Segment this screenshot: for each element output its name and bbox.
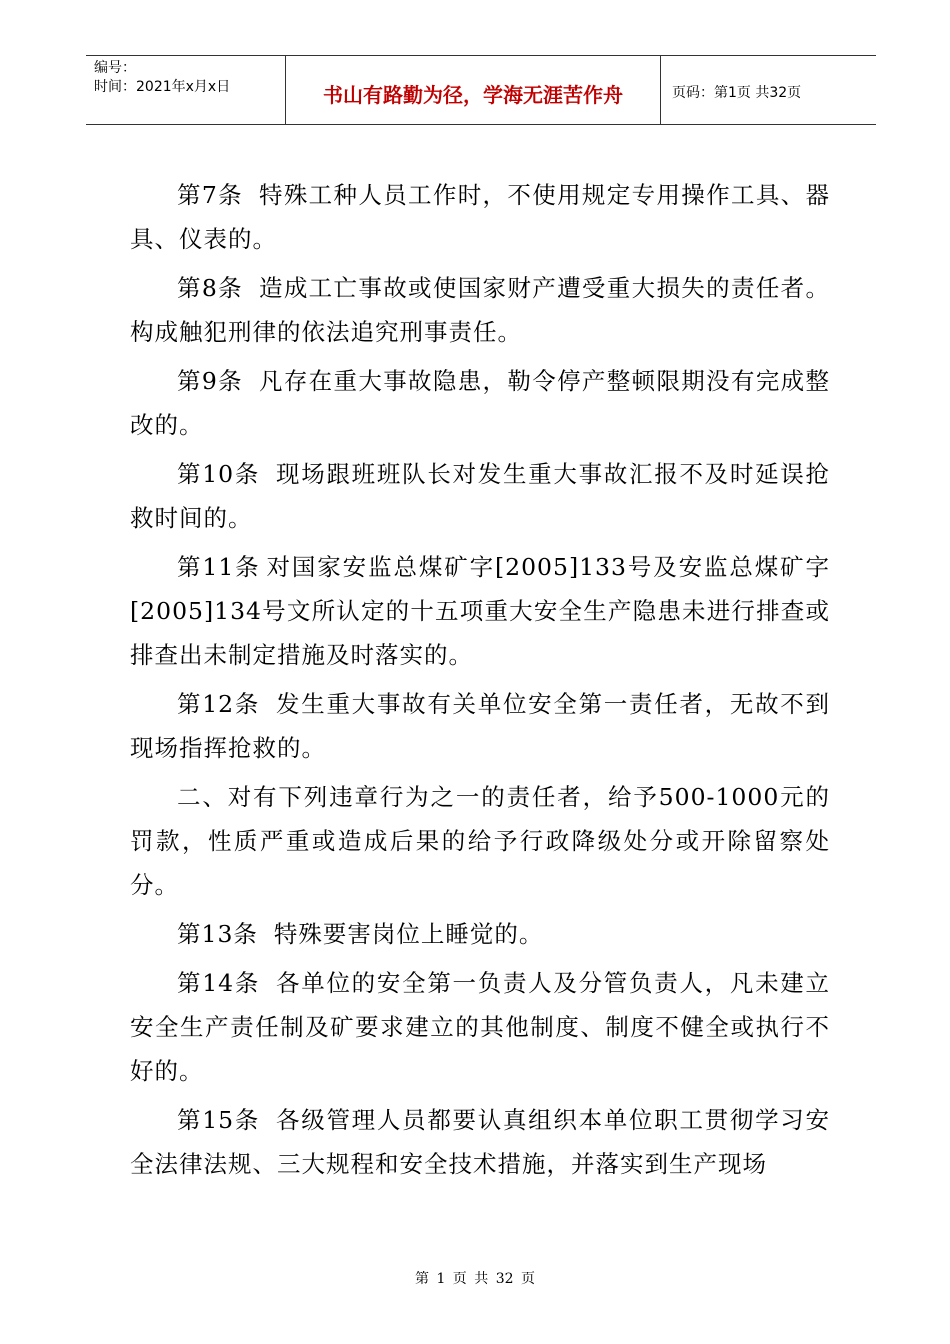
header-divider (660, 56, 661, 125)
article-number: 第15条 (177, 1106, 261, 1134)
article-text: 特殊要害岗位上睡觉的。 (273, 920, 544, 948)
document-body (130, 173, 830, 1191)
article-number: 第12条 (177, 690, 261, 718)
section-text: 二、对有下列违章行为之一的责任者，给予500-1000元的罚款，性质严重或造成后果的给予行政降级处分或开除留察处分。 (130, 783, 830, 899)
header-meta (94, 59, 284, 97)
page-header (86, 55, 876, 125)
article-number: 第14条 (177, 969, 261, 997)
article-number: 第7条 (177, 181, 243, 209)
article-text: 凡存在重大事故隐患，勒令停产整顿限期没有完成整改的。 (130, 367, 831, 439)
header-motto: 书山有路勤为径，学海无涯苦作舟 (323, 83, 623, 107)
article-paragraph (130, 452, 830, 540)
article-text: 各单位的安全第一负责人及分管负责人，凡未建立安全生产责任制及矿要求建立的其他制度、制度不健全或执行不好的。 (130, 969, 831, 1085)
section-heading-paragraph (130, 775, 830, 907)
article-number: 第8条 (177, 274, 243, 302)
article-text: 对国家安监总煤矿字[2005]133号及安监总煤矿字[2005]134号文所认定的十五项重大安全生产隐患未进行排查或排查出未制定措施及时落实的。 (130, 553, 830, 669)
article-text: 造成工亡事故或使国家财产遭受重大损失的责任者。构成触犯刑律的依法追究刑事责任。 (130, 274, 831, 346)
article-text: 发生重大事故有关单位安全第一责任者，无故不到现场指挥抢救的。 (130, 690, 831, 762)
article-text: 现场跟班班队长对发生重大事故汇报不及时延误抢救时间的。 (130, 460, 831, 532)
page-footer: 第 1 页 共 32 页 (415, 1271, 535, 1287)
document-number-label: 编号： (94, 60, 136, 76)
article-text: 各级管理人员都要认真组织本单位职工贯彻学习安全法律法规、三大规程和安全技术措施，并落实到生产现场 (130, 1106, 831, 1178)
article-paragraph (130, 359, 830, 447)
article-paragraph (130, 173, 830, 261)
article-paragraph (130, 961, 830, 1093)
article-number: 第9条 (177, 367, 243, 395)
document-date: 时间：2021年x月x日 (94, 79, 231, 95)
article-paragraph (130, 1098, 830, 1186)
article-text: 特殊工种人员工作时，不使用规定专用操作工具、器具、仪表的。 (130, 181, 831, 253)
article-paragraph (130, 266, 830, 354)
article-number: 第10条 (177, 460, 261, 488)
article-paragraph (130, 912, 830, 956)
article-paragraph (130, 682, 830, 770)
article-paragraph (130, 545, 830, 677)
header-page-info: 页码：第1页 共32页 (672, 85, 802, 101)
article-number: 第11条 (177, 553, 261, 581)
article-number: 第13条 (177, 920, 258, 948)
